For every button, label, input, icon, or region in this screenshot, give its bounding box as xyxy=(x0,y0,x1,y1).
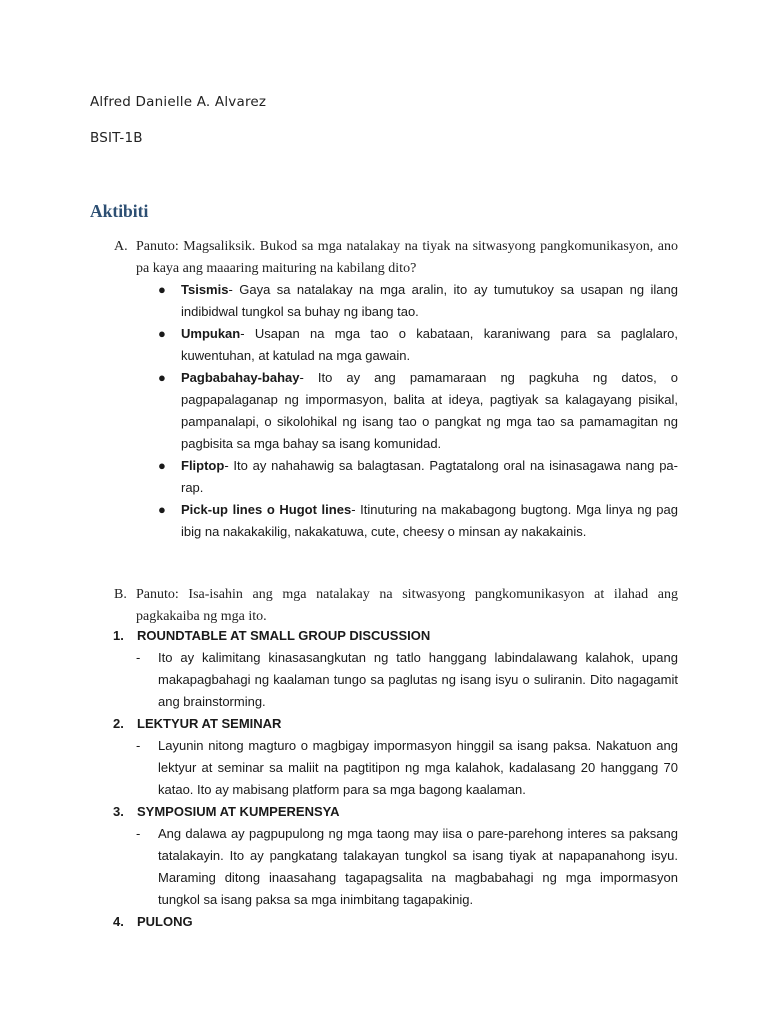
numbered-item xyxy=(113,625,678,713)
bullet-icon: ● xyxy=(158,326,166,341)
student-section: BSIT-1B xyxy=(90,130,143,146)
list-item xyxy=(158,455,678,499)
item-number: 1. xyxy=(113,628,124,643)
item-desc: Ang dalawa ay pagpupulong ng mga taong may iisa o pare-parehong interes sa paksang tatalakayin. Ito ay pangkatang talakayan tungkol sa isang tiyak at napapanahong isyu. Maraming ditong inaasahang tagapagsalita na magbabahagi ng mga impormasyon tungkol sa isang paksa sa mga inimbitang tagapakinig. xyxy=(158,826,678,907)
list-item xyxy=(158,279,678,323)
part-b-list xyxy=(113,625,678,933)
dash-icon: - xyxy=(136,650,141,665)
list-item xyxy=(158,367,678,455)
part-b-instruction: Panuto: Isa-isahin ang mga natalakay na sitwasyong pangkomunikasyon at ilahad ang pagkakaiba ng mga ito. xyxy=(136,587,678,624)
bullet-icon: ● xyxy=(158,282,166,297)
numbered-item xyxy=(113,801,678,911)
numbered-item xyxy=(113,713,678,801)
part-a-list xyxy=(158,279,678,543)
dash-icon: - xyxy=(136,738,141,753)
item-title: LEKTYUR AT SEMINAR xyxy=(137,716,282,731)
item-term: Fliptop xyxy=(181,458,225,473)
activity-heading: Aktibiti xyxy=(90,201,149,221)
bullet-icon: ● xyxy=(158,370,166,385)
bullet-icon: ● xyxy=(158,502,166,517)
item-number: 3. xyxy=(113,804,124,819)
list-item xyxy=(158,323,678,367)
item-number: 2. xyxy=(113,716,124,731)
item-term: Pagbabahay-bahay xyxy=(181,370,300,385)
item-title: PULONG xyxy=(137,914,193,929)
bullet-icon: ● xyxy=(158,458,166,473)
part-a-instruction: Panuto: Magsaliksik. Bukod sa mga natalakay na tiyak na sitwasyong pangkomunikasyon, ano pa kaya ang maaaring maituring na kabilang dito? xyxy=(136,239,678,276)
part-a-marker: A. xyxy=(114,239,128,254)
item-number: 4. xyxy=(113,914,124,929)
part-b-marker: B. xyxy=(114,587,127,602)
item-desc: Ito ay kalimitang kinasasangkutan ng tatlo hanggang labindalawang kalahok, upang makapagbahagi ng kaalaman tungo sa paglutas ng isang isyu o suliranin. Dito nagagamit ang brainstorming. xyxy=(158,650,678,709)
item-desc: - Usapan na mga tao o kabataan, karaniwang para sa paglalaro, kuwentuhan, at katulad na mga gawain. xyxy=(181,326,678,363)
list-item xyxy=(158,499,678,543)
item-title: SYMPOSIUM AT KUMPERENSYA xyxy=(137,804,340,819)
student-name: Alfred Danielle A. Alvarez xyxy=(90,94,267,110)
item-term: Pick-up lines o Hugot lines xyxy=(181,502,352,517)
item-desc: - Ito ay nahahawig sa balagtasan. Pagtatalong oral na isinasagawa nang pa-rap. xyxy=(181,458,678,495)
item-desc: - Ito ay ang pamamaraan ng pagkuha ng datos, o pagpapalaganap ng impormasyon, balita at ideya, pagtiyak sa kalagayang pisikal, pampanalapi, o sikolohikal ng isang tao o pangkat ng mga tao sa pamamagitan ng pagbisita sa mga bahay sa isang komunidad. xyxy=(181,370,678,451)
numbered-item xyxy=(113,911,678,933)
item-desc: Layunin nitong magturo o magbigay impormasyon hinggil sa isang paksa. Nakatuon ang lektyur at seminar sa maliit na pagtitipon ng mga kalahok, kadalasang 20 hanggang 70 katao. Ito ay mabisang platform para sa mga bagong kaalaman. xyxy=(158,738,678,797)
item-term: Tsismis xyxy=(181,282,229,297)
item-desc: - Gaya sa natalakay na mga aralin, ito ay tumutukoy sa usapan ng ilang indibidwal tungkol sa buhay ng ibang tao. xyxy=(181,282,678,319)
dash-icon: - xyxy=(136,826,141,841)
item-title: ROUNDTABLE AT SMALL GROUP DISCUSSION xyxy=(137,628,431,643)
item-term: Umpukan xyxy=(181,326,241,341)
item-desc: - Itinuturing na makabagong bugtong. Mga linya ng pag ibig na nakakakilig, nakakatuwa, cute, cheesy o minsan ay nakakainis. xyxy=(181,502,678,539)
